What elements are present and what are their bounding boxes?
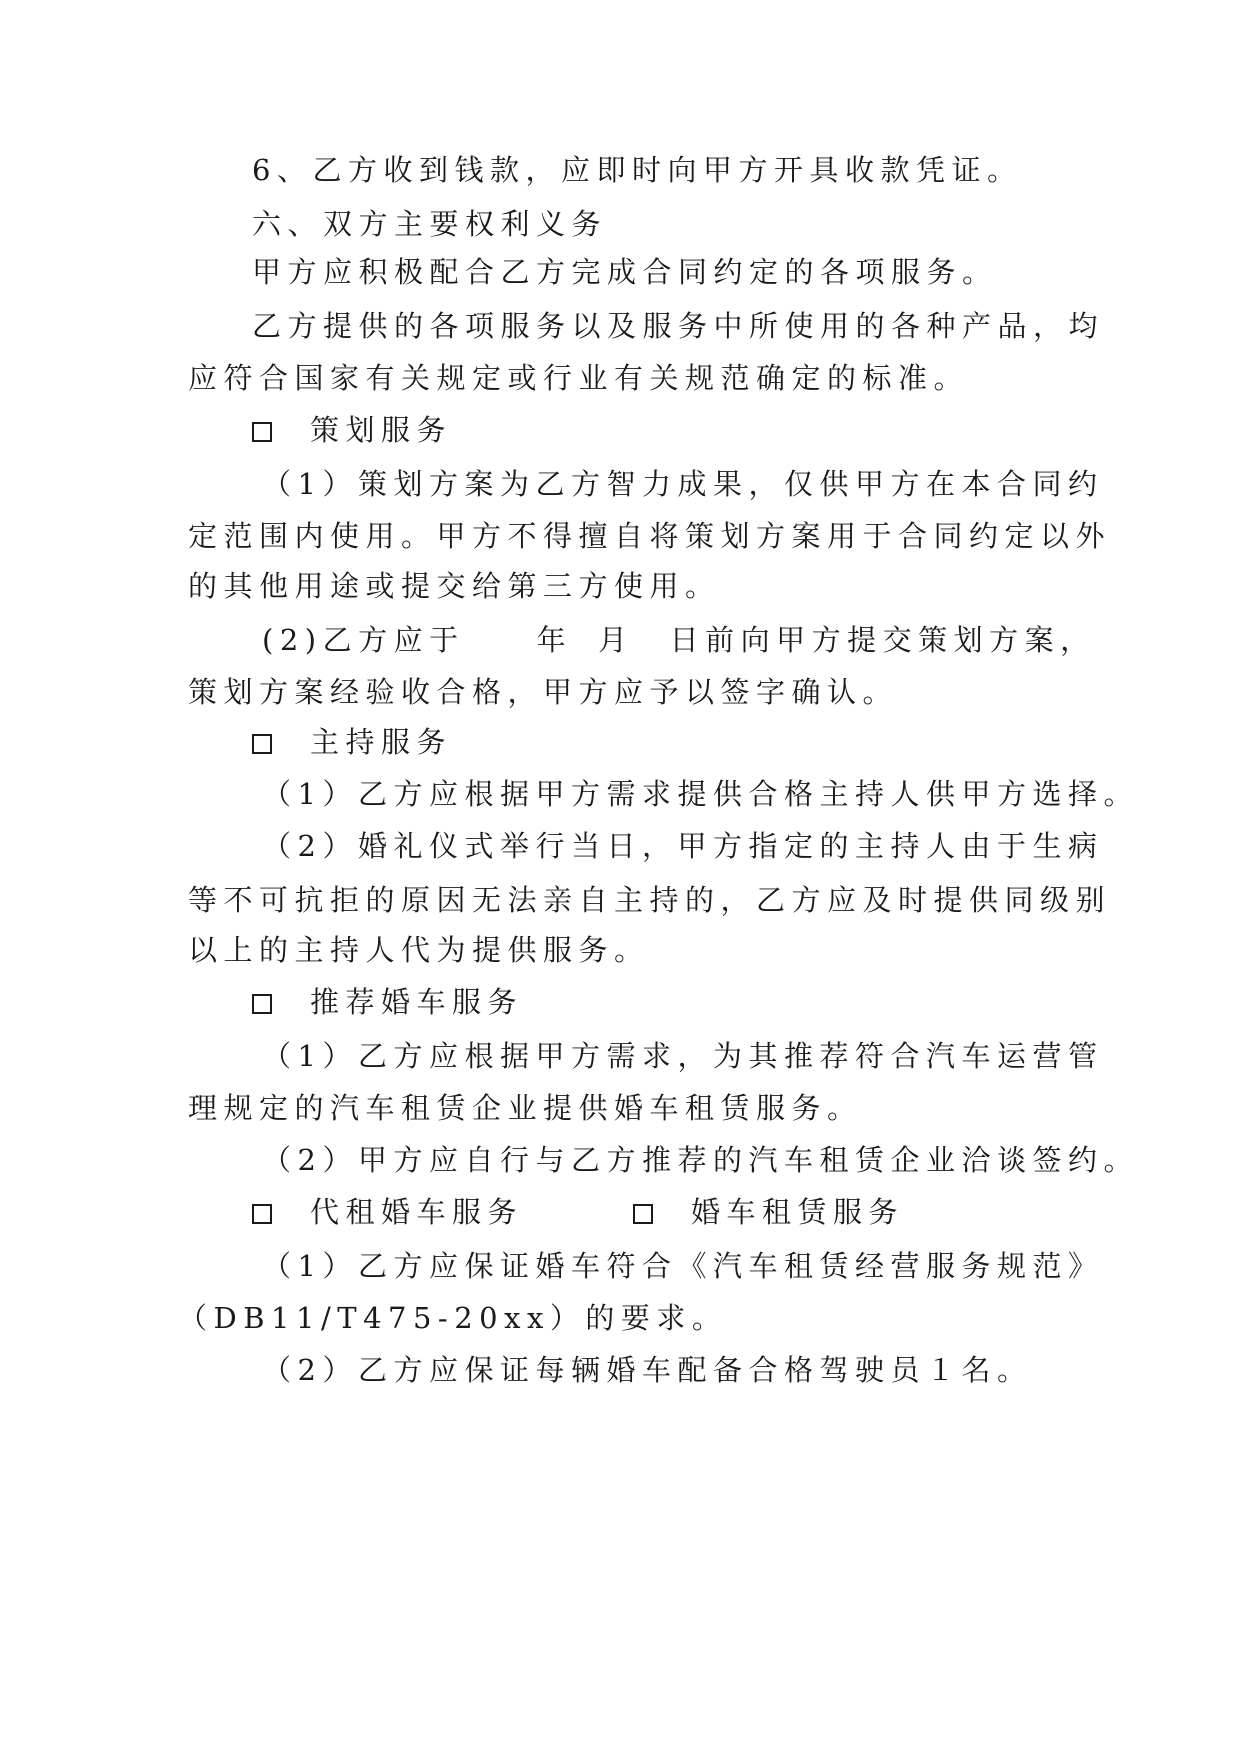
para-host-2c: 以上的主持人代为提供服务。 bbox=[188, 933, 650, 967]
checkbox-host[interactable] bbox=[252, 734, 272, 754]
para-car-1b: 理规定的汽车租赁企业提供婚车租赁服务。 bbox=[188, 1091, 863, 1125]
date-month: 月 bbox=[598, 623, 634, 657]
para-car-1a: （1）乙方应根据甲方需求，为其推荐符合汽车运营管 bbox=[262, 1039, 1104, 1073]
option-host bbox=[252, 722, 452, 762]
para-standards-1: 乙方提供的各项服务以及服务中所使用的各种产品，均 bbox=[252, 309, 1105, 343]
para-planning-1a: （1）策划方案为乙方智力成果，仅供甲方在本合同约 bbox=[262, 467, 1104, 501]
checkbox-recommend-car[interactable] bbox=[252, 994, 272, 1014]
option-host-label: 主持服务 bbox=[310, 725, 453, 759]
option-planning-label: 策划服务 bbox=[310, 413, 453, 447]
section-heading-rights: 六、双方主要权利义务 bbox=[252, 207, 608, 241]
para-cooperate: 甲方应积极配合乙方完成合同约定的各项服务。 bbox=[252, 255, 998, 289]
para-receipt: 6、乙方收到钱款，应即时向甲方开具收款凭证。 bbox=[252, 153, 1023, 187]
para-car-2: （2）甲方应自行与乙方推荐的汽车租赁企业洽谈签约。 bbox=[262, 1143, 1139, 1177]
para-planning-2a bbox=[262, 620, 1096, 660]
checkbox-car-rental[interactable] bbox=[633, 1204, 653, 1224]
option-recommend-car-label: 推荐婚车服务 bbox=[310, 985, 524, 1019]
option-rent-on-behalf-label: 代租婚车服务 bbox=[310, 1195, 524, 1229]
para-rent-1b: （DB11/T475-20xx）的要求。 bbox=[178, 1301, 728, 1335]
para-planning-1b: 定范围内使用。甲方不得擅自将策划方案用于合同约定以外 bbox=[188, 519, 1112, 553]
checkbox-planning[interactable] bbox=[252, 422, 272, 442]
para-host-2a: （2）婚礼仪式举行当日，甲方指定的主持人由于生病 bbox=[262, 829, 1104, 863]
option-recommend-car bbox=[252, 982, 523, 1022]
para-rent-2: （2）乙方应保证每辆婚车配备合格驾驶员１名。 bbox=[262, 1353, 1033, 1387]
para-standards-2: 应符合国家有关规定或行业有关规范确定的标准。 bbox=[188, 361, 970, 395]
date-suffix: 日前向甲方提交策划方案， bbox=[669, 623, 1096, 657]
para-host-1: （1）乙方应根据甲方需求提供合格主持人供甲方选择。 bbox=[262, 777, 1139, 811]
checkbox-rent-on-behalf[interactable] bbox=[252, 1204, 272, 1224]
date-prefix: (2)乙方应于 bbox=[262, 623, 465, 657]
date-year: 年 bbox=[536, 623, 573, 657]
para-planning-1c: 的其他用途或提交给第三方使用。 bbox=[188, 569, 721, 603]
option-planning bbox=[252, 410, 452, 450]
para-rent-1a: （1）乙方应保证婚车符合《汽车租赁经营服务规范》 bbox=[262, 1249, 1104, 1283]
para-host-2b: 等不可抗拒的原因无法亲自主持的，乙方应及时提供同级别 bbox=[188, 883, 1112, 917]
para-planning-2b: 策划方案经验收合格，甲方应予以签字确认。 bbox=[188, 675, 899, 709]
option-car-rental-label: 婚车租赁服务 bbox=[691, 1195, 905, 1229]
option-rent-car bbox=[252, 1192, 904, 1232]
